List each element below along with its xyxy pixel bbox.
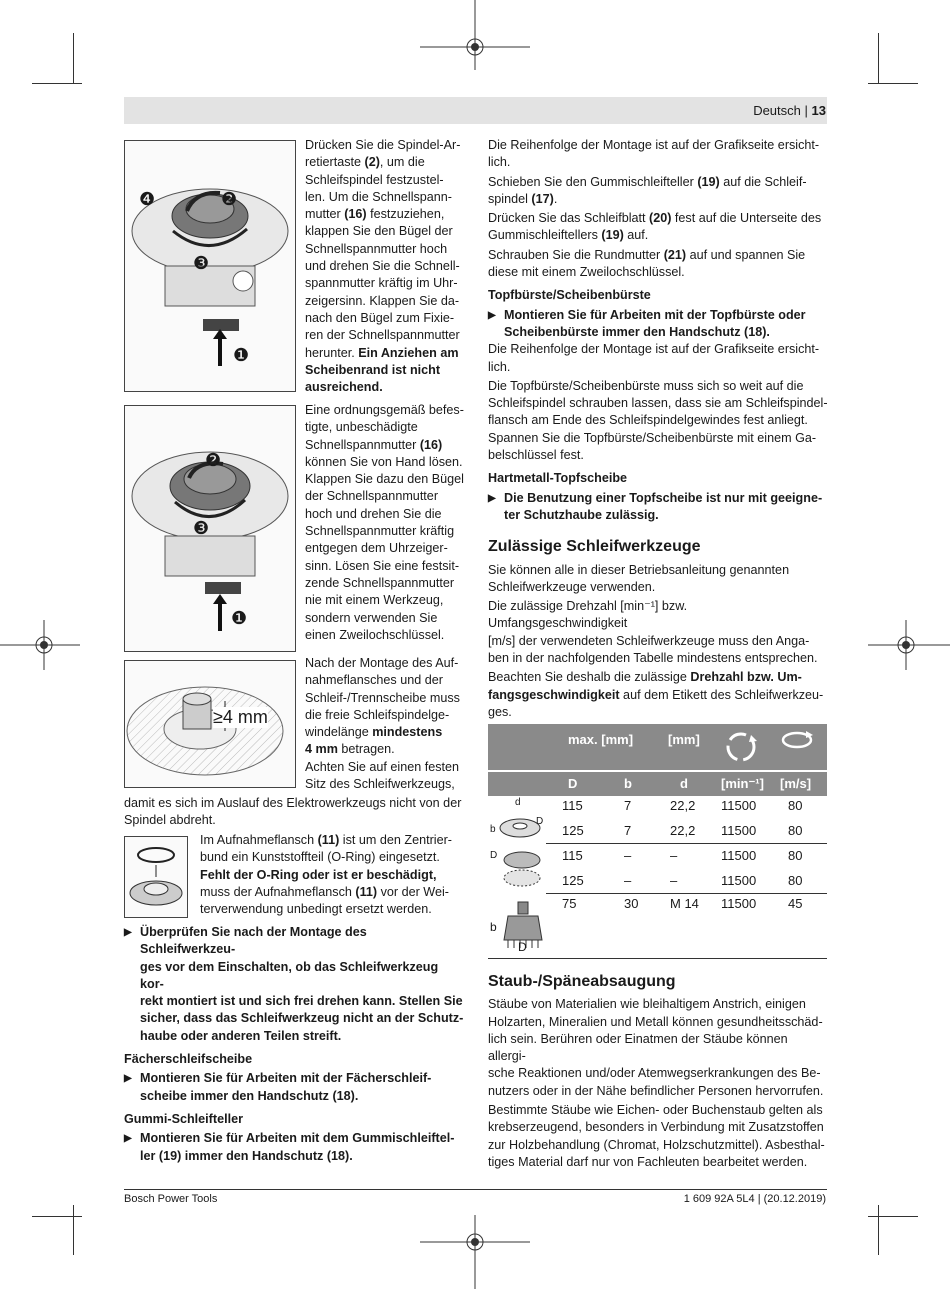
text-line: Achten Sie auf einen festen <box>305 759 460 774</box>
text-line: ter Schutzhaube zulässig. <box>504 507 659 522</box>
icon-label-D: D <box>536 816 544 827</box>
text-line: und drehen Sie die Schnell- <box>305 259 460 274</box>
tighten-paragraph <box>305 137 465 396</box>
text-line: ▶ Montieren Sie für Arbeiten mit der Topfbürste oder <box>504 307 806 322</box>
text-line: sicher, dass das Schleifwerkzeug nicht an der Schutz- <box>140 1011 464 1026</box>
left-text-3 <box>305 655 465 793</box>
min-length-label: ≥4 mm <box>213 707 268 727</box>
text-line: ren der Schnellspannmutter <box>305 328 460 343</box>
o-ring-paragraph <box>200 832 465 918</box>
text-line: Gummischleiftellers (19) auf. <box>488 228 649 243</box>
text-line: retiertaste (2), um die <box>305 155 425 170</box>
text-line: Spindel abdreht. <box>124 813 216 828</box>
callout-2: ❷ <box>205 450 222 470</box>
registration-mark-icon <box>420 0 530 90</box>
table-cell: 22,2 <box>670 823 696 838</box>
speed-paragraph <box>488 598 828 667</box>
text-line: mutter (16) festzuziehen, <box>305 207 445 222</box>
figure-o-ring <box>124 836 188 918</box>
text-line: zur Holzbehandlung (Chromat, Holzschutzmittel). Asbesthal- <box>488 1137 825 1152</box>
table-cell: 7 <box>624 798 632 813</box>
registration-mark-icon <box>868 620 950 670</box>
crop-mark <box>32 1216 82 1217</box>
fan-disc-heading: Fächerschleifscheibe <box>124 1052 253 1067</box>
text-line: ▶ Montieren Sie für Arbeiten mit der Fächerschleif- <box>140 1071 432 1086</box>
text-line: tiges Material darf nur von Fachleuten bearbeitet werden. <box>488 1154 808 1169</box>
loosen-paragraph <box>305 402 465 644</box>
text-line: entgegen dem Uhrzeiger- <box>305 541 448 556</box>
text-line: windelänge mindestens <box>305 725 443 740</box>
text-line: ges vor dem Einschalten, ob das Schleifwerkzeug kor- <box>140 959 439 991</box>
text-line: lich. <box>488 155 511 170</box>
left-text-1 <box>305 137 465 396</box>
press-sheet-paragraph <box>488 210 828 245</box>
text-line: Holzarten, Mineralien und Metall können gesundheitsschäd- <box>488 1014 823 1029</box>
carbide-instruction <box>488 490 828 525</box>
table-cell: 75 <box>562 896 577 911</box>
text-line: flansch am Ende des Schleifspindelgewindes fest anliegt. <box>488 413 808 428</box>
text-line: krebserzeugend, besonders in Verbindung mit Zusatzstoffen <box>488 1120 824 1135</box>
text-line: Die Reihenfolge der Montage ist auf der Grafikseite ersicht- <box>488 138 820 152</box>
table-cell: 115 <box>562 798 583 813</box>
callout-1: ❶ <box>231 608 248 628</box>
table-cell: – <box>624 848 632 863</box>
text-line: sche Reaktionen und/oder Atemwegserkrankungen des Be- <box>488 1066 821 1081</box>
text-line: diese mit einem Zweilochschlüssel. <box>488 265 685 280</box>
text-line: nahmeflansches und der <box>305 673 443 688</box>
table-cell: – <box>624 873 632 888</box>
col-b: b <box>624 776 632 791</box>
table-cell: – <box>670 848 678 863</box>
dust-heading: Staub-/Späneabsaugung <box>488 973 676 990</box>
text-line: tigte, unbeschädigte <box>305 420 418 435</box>
fan-disc-icon <box>498 846 546 888</box>
text-line: nach den Bügel zum Fixie- <box>305 310 455 325</box>
tools-paragraph <box>488 562 828 597</box>
text-line: Die Reihenfolge der Montage ist auf der Grafikseite ersicht- <box>488 342 820 357</box>
col-D: D <box>568 776 578 791</box>
text-line: Schieben Sie den Gummischleifteller (19) auf die Schleif- <box>488 174 807 189</box>
text-line: len. Um die Schnellspann- <box>305 189 453 204</box>
disc-spindle-icon <box>125 661 295 787</box>
registration-mark-icon <box>420 1215 530 1289</box>
text-line: Schleifspindel schrauben lassen, dass sie am Schleifspindel- <box>488 396 828 411</box>
page-number: 13 <box>811 103 826 118</box>
brush-order-paragraph <box>488 341 828 376</box>
rubber-pad-instruction <box>124 1130 464 1165</box>
text-line: ben in der nachfolgenden Tabelle mindestens entsprechen. <box>488 651 818 666</box>
text-line: einen Zweilochschlüssel. <box>305 627 445 642</box>
table-cell: 125 <box>562 873 584 888</box>
text-line: hoch und drehen Sie die <box>305 506 442 521</box>
text-line: klappen Sie den Bügel der <box>305 224 453 239</box>
table-subheader-row <box>488 772 827 796</box>
footer-right: 1 609 92A 5L4 | (20.12.2019) <box>683 1193 826 1205</box>
text-line: Schnellspannmutter hoch <box>305 241 448 256</box>
col-ms: [m/s] <box>780 776 812 791</box>
table-cell: 7 <box>624 823 632 838</box>
figure-loosen-nut <box>124 405 296 652</box>
text-line: Klappen Sie dazu den Bügel <box>305 472 464 487</box>
fan-disc-instruction <box>124 1070 464 1105</box>
table-header-row <box>488 724 827 770</box>
col-min: [min⁻¹] <box>721 776 764 791</box>
icon-label-D2: D <box>490 850 498 861</box>
table-row-divider <box>546 843 827 844</box>
callout-3: ❸ <box>193 518 210 538</box>
text-line: Schnellspannmutter kräftig <box>305 524 455 539</box>
table-cell: 30 <box>624 896 639 911</box>
text-line: rekt montiert ist und sich frei drehen kann. Stellen Sie <box>140 994 463 1009</box>
brush-heading: Topfbürste/Scheibenbürste <box>488 288 651 303</box>
table-cell: 80 <box>788 823 803 838</box>
text-line: terverwendung unbedingt ersetzt werden. <box>200 902 432 917</box>
left-text-4 <box>200 832 465 918</box>
text-line: muss der Aufnahmeflansch (11) vor der Wei- <box>200 884 449 899</box>
text-line: ler (19) immer den Handschutz (18). <box>140 1148 353 1163</box>
text-line: ▶ Montieren Sie für Arbeiten mit dem Gummischleiftel- <box>140 1131 455 1146</box>
spindle-paragraph-cont <box>124 795 464 830</box>
text-line: können Sie von Hand lösen. <box>305 454 463 469</box>
text-line: damit es sich im Auslauf des Elektrowerkzeugs nicht von der <box>124 796 462 810</box>
table-cell: 80 <box>788 873 803 888</box>
col-d: d <box>680 776 688 791</box>
rotation-speed-icon <box>721 727 761 767</box>
text-line: Stäube von Materialien wie bleihaltigem Anstrich, einigen <box>488 997 806 1012</box>
text-line: Fehlt der O-Ring oder ist er beschädigt, <box>200 867 437 882</box>
text-line: nutzers oder in der Nähe befindlicher Personen hervorrufen. <box>488 1083 824 1098</box>
text-line: bund ein Kunststoffteil (O-Ring) eingesetzt. <box>200 850 440 865</box>
icon-label-d: d <box>515 797 521 808</box>
text-line: 4 mm betragen. <box>305 742 395 757</box>
figure-tighten-nut <box>124 140 296 392</box>
text-line: Schrauben Sie die Rundmutter (21) auf und spannen Sie <box>488 247 806 262</box>
crop-mark <box>73 1205 74 1255</box>
text-line: Im Aufnahmeflansch (11) ist um den Zentrier- <box>200 833 452 847</box>
text-line: Schleifwerkzeuge verwenden. <box>488 579 656 594</box>
text-line: Schleifspindel festzustel- <box>305 172 444 187</box>
brush-mount-paragraph <box>488 378 828 464</box>
crop-mark <box>878 33 879 83</box>
dust-paragraph-1 <box>488 996 828 1100</box>
table-cell: 45 <box>788 896 803 911</box>
icon-label-b2: b <box>490 920 497 934</box>
callout-3: ❸ <box>193 253 210 273</box>
table-cell: 11500 <box>721 848 757 863</box>
crop-mark <box>878 1205 879 1255</box>
spindle-paragraph <box>305 655 465 793</box>
header-mm: [mm] <box>668 732 700 747</box>
text-line: Die zulässige Drehzahl [min⁻¹] bzw. Umfangsgeschwindigkeit <box>488 599 688 631</box>
footer-rule <box>124 1189 827 1190</box>
text-line: ▶ Die Benutzung einer Topfscheibe ist nur mit geeigne- <box>504 490 823 505</box>
header-separator: | <box>804 103 808 118</box>
tools-heading: Zulässige Schleifwerkzeuge <box>488 538 701 556</box>
grinder-illustration-icon <box>125 141 295 391</box>
table-cell: 125 <box>562 823 584 838</box>
text-line: der Schnellspannmutter <box>305 489 439 504</box>
text-line: fangsgeschwindigkeit auf dem Etikett des Schleifwerkzeu- <box>488 687 824 702</box>
icon-label-D3: D <box>518 940 527 954</box>
text-line: zeigersinn. Klappen Sie da- <box>305 293 460 308</box>
left-text-3-full <box>124 795 464 830</box>
text-line: Sie können alle in dieser Betriebsanleitung genannten <box>488 562 790 577</box>
text-line: nie mit einem Werkzeug, <box>305 593 444 608</box>
left-text-5 <box>124 924 464 1165</box>
icon-label-b: b <box>490 824 496 835</box>
table-cell: 80 <box>788 798 803 813</box>
carbide-heading: Hartmetall-Topfscheibe <box>488 471 628 486</box>
language-label: Deutsch <box>753 103 801 118</box>
slide-pad-paragraph <box>488 174 828 209</box>
screw-nut-paragraph <box>488 247 828 282</box>
text-line: Schleif-/Trennscheibe muss <box>305 690 460 705</box>
label-paragraph <box>488 669 828 721</box>
text-line: Bestimmte Stäube wie Eichen- oder Buchenstaub gelten als <box>488 1103 823 1118</box>
check-mount-warning <box>124 924 464 1045</box>
text-line: ausreichend. <box>305 380 383 395</box>
dust-paragraph-2 <box>488 1102 828 1171</box>
grinder-illustration-icon <box>125 406 295 651</box>
text-line: Schnellspannmutter (16) <box>305 437 443 452</box>
text-line: ▶ Überprüfen Sie nach der Montage des Schleifwerkzeu- <box>140 925 367 957</box>
text-line: Beachten Sie deshalb die zulässige Drehzahl bzw. Um- <box>488 670 802 685</box>
text-line: belschlüssel fest. <box>488 448 584 463</box>
table-cell: 115 <box>562 848 583 863</box>
crop-mark <box>32 83 82 84</box>
header-max-mm: max. [mm] <box>568 732 634 747</box>
table-cell: – <box>670 873 678 888</box>
text-line: Eine ordnungsgemäß befes- <box>305 403 464 417</box>
registration-mark-icon <box>0 620 80 670</box>
table-row-divider <box>546 893 827 894</box>
text-line: sondern verwenden Sie <box>305 610 438 625</box>
table-cell: 11500 <box>721 873 757 888</box>
table-cell: 11500 <box>721 823 757 838</box>
header-bar <box>124 97 827 124</box>
table-cell: M 14 <box>670 896 699 911</box>
text-line: Scheibenrand ist nicht <box>305 362 441 377</box>
crop-mark <box>73 33 74 83</box>
text-line: Spannen Sie die Topfbürste/Scheibenbürste mit einem Ga- <box>488 430 817 445</box>
table-cell: 80 <box>788 848 803 863</box>
figure-spindle-length <box>124 660 296 788</box>
text-line: Nach der Montage des Auf- <box>305 656 459 670</box>
tools-table <box>488 724 827 960</box>
peripheral-speed-icon <box>780 729 814 751</box>
text-line: haube oder anderen Teilen streift. <box>140 1028 342 1043</box>
callout-2: ❷ <box>221 189 238 209</box>
text-line: scheibe immer den Handschutz (18). <box>140 1088 359 1103</box>
text-line: ges. <box>488 704 512 719</box>
o-ring-icon <box>125 837 187 917</box>
table-cell: 11500 <box>721 798 757 813</box>
text-line: spindel (17). <box>488 191 558 206</box>
callout-1: ❶ <box>233 345 250 365</box>
text-line: die freie Schleifspindelge- <box>305 707 450 722</box>
text-line: Scheibenbürste immer den Handschutz (18). <box>504 324 770 339</box>
right-text-bottom <box>488 973 828 1171</box>
rubber-pad-heading: Gummi-Schleifteller <box>124 1111 243 1126</box>
text-line: herunter. Ein Anziehen am <box>305 345 459 360</box>
text-line: Die Topfbürste/Scheibenbürste muss sich so weit auf die <box>488 378 804 393</box>
text-line: Drücken Sie die Spindel-Ar- <box>305 138 461 152</box>
table-cell: 22,2 <box>670 798 696 813</box>
page-header <box>753 103 826 118</box>
order-paragraph <box>488 137 828 172</box>
text-line: lich. <box>488 359 511 374</box>
callout-4: ❹ <box>139 189 156 209</box>
text-line: zende Schnellspannmutter <box>305 575 455 590</box>
crop-mark <box>868 1216 918 1217</box>
crop-mark <box>868 83 918 84</box>
text-line: lich sein. Berühren oder Einatmen der Stäube können allergi- <box>488 1031 788 1064</box>
text-line: Drücken Sie das Schleifblatt (20) fest auf die Unterseite des <box>488 211 822 226</box>
right-text-top <box>488 137 828 721</box>
brush-instruction <box>488 307 828 342</box>
footer-left: Bosch Power Tools <box>124 1193 218 1205</box>
table-cell: 11500 <box>721 896 757 911</box>
text-line: sinn. Lösen Sie eine festsit- <box>305 558 460 573</box>
left-text-2 <box>305 402 465 644</box>
text-line: [m/s] der verwendeten Schleifwerkzeuge muss den Anga- <box>488 633 810 648</box>
table-bottom-line <box>488 958 827 959</box>
text-line: Sitz des Schleifwerkzeugs, <box>305 777 455 792</box>
text-line: spannmutter kräftig im Uhr- <box>305 276 458 291</box>
